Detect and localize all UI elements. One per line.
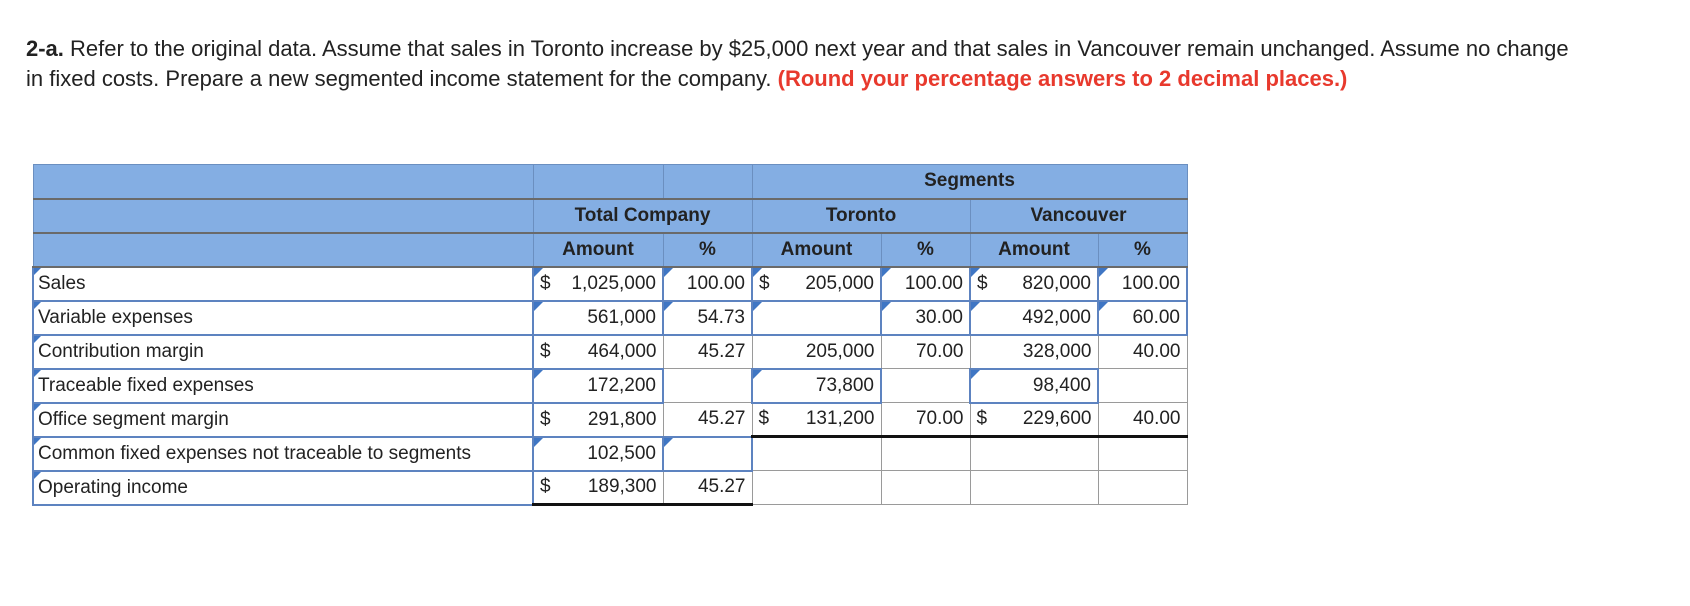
header-blank (663, 165, 752, 199)
vancouver-pct-header: % (1098, 233, 1187, 267)
toronto-amount-header: Amount (752, 233, 881, 267)
header-row-segments (33, 165, 1187, 199)
total-pct-cell (663, 369, 752, 403)
total-pct-cell[interactable] (663, 437, 752, 471)
currency-sign: $ (540, 408, 551, 430)
toronto-pct-header: % (881, 233, 970, 267)
amount-value: 131,200 (805, 408, 875, 430)
question-text: Refer to the original data. Assume that sales in Toronto increase by $25,000 next year and that sales in Vancouver remain unchanged. Assume no change in fixed costs. Prepare a new segmented income statement for the company. (26, 36, 1569, 91)
vancouver-pct-cell[interactable]: 60.00 (1098, 301, 1187, 335)
total-amount-cell[interactable] (533, 301, 663, 335)
table-row-variable-expenses (33, 301, 1187, 335)
empty-cell (881, 437, 970, 471)
total-amount-cell[interactable] (533, 369, 663, 403)
vancouver-pct-cell: 40.00 (1098, 403, 1187, 437)
row-label[interactable]: Common fixed expenses not traceable to segments (33, 437, 533, 471)
amount-value: 561,000 (587, 306, 656, 328)
total-amount-cell (533, 335, 663, 369)
vancouver-amount-cell[interactable] (970, 267, 1098, 301)
vancouver-header: Vancouver (970, 199, 1187, 233)
total-company-header: Total Company (533, 199, 752, 233)
amount-value: 172,200 (587, 374, 656, 396)
table-row-office-segment-margin (33, 403, 1187, 437)
vancouver-pct-cell (1098, 369, 1187, 403)
amount-value: 1,025,000 (571, 272, 656, 294)
toronto-amount-cell[interactable] (752, 369, 881, 403)
vancouver-amount-cell (970, 403, 1098, 437)
amount-value: 328,000 (1022, 340, 1092, 362)
row-label[interactable]: Office segment margin (33, 403, 533, 437)
table-row-traceable-fixed-expenses (33, 369, 1187, 403)
currency-sign: $ (540, 340, 551, 362)
toronto-pct-cell (881, 369, 970, 403)
amount-value: 291,800 (587, 408, 657, 430)
segmented-income-statement (32, 164, 1188, 506)
table-row-sales (33, 267, 1187, 301)
currency-sign: $ (540, 476, 551, 498)
table-row-common-fixed-expenses (33, 437, 1187, 471)
toronto-amount-cell[interactable] (752, 301, 881, 335)
amount-value: 102,500 (587, 442, 656, 464)
total-amount-header: Amount (533, 233, 663, 267)
currency-sign: $ (976, 408, 988, 430)
empty-cell (1098, 471, 1187, 505)
total-amount-cell[interactable] (533, 267, 663, 301)
total-amount-cell[interactable] (533, 437, 663, 471)
empty-cell (752, 437, 881, 471)
toronto-amount-cell (752, 335, 881, 369)
amount-value: 492,000 (1022, 306, 1091, 328)
header-row-columns (33, 233, 1187, 267)
total-amount-cell (533, 403, 663, 437)
total-pct-cell: 45.27 (663, 335, 752, 369)
empty-cell (970, 437, 1098, 471)
amount-value: 820,000 (1022, 272, 1091, 294)
toronto-amount-cell (752, 403, 881, 437)
toronto-pct-cell[interactable]: 100.00 (881, 267, 970, 301)
vancouver-amount-header: Amount (970, 233, 1098, 267)
question-number: 2-a. (26, 36, 64, 61)
vancouver-amount-cell[interactable] (970, 369, 1098, 403)
row-label[interactable]: Sales (33, 267, 533, 301)
table-row-contribution-margin (33, 335, 1187, 369)
header-blank (33, 233, 533, 267)
vancouver-pct-cell[interactable]: 100.00 (1098, 267, 1187, 301)
total-amount-cell (533, 471, 663, 505)
row-label[interactable]: Operating income (33, 471, 533, 505)
toronto-amount-cell[interactable] (752, 267, 881, 301)
total-pct-cell[interactable]: 100.00 (663, 267, 752, 301)
toronto-pct-cell: 70.00 (881, 335, 970, 369)
segments-header: Segments (752, 165, 1187, 199)
currency-sign: $ (758, 408, 770, 430)
amount-value: 229,600 (1022, 408, 1092, 430)
currency-sign: $ (977, 272, 988, 294)
row-label[interactable]: Variable expenses (33, 301, 533, 335)
header-blank (533, 165, 663, 199)
currency-sign: $ (759, 272, 770, 294)
row-label[interactable]: Contribution margin (33, 335, 533, 369)
question-prompt (26, 34, 1586, 94)
amount-value: 205,000 (805, 272, 874, 294)
vancouver-amount-cell[interactable] (970, 301, 1098, 335)
amount-value: 464,000 (587, 340, 657, 362)
empty-cell (970, 471, 1098, 505)
vancouver-pct-cell: 40.00 (1098, 335, 1187, 369)
vancouver-amount-cell (970, 335, 1098, 369)
header-blank (33, 199, 533, 233)
toronto-header: Toronto (752, 199, 970, 233)
total-pct-cell: 45.27 (663, 471, 752, 505)
total-pct-cell: 45.27 (663, 403, 752, 437)
empty-cell (752, 471, 881, 505)
amount-value: 98,400 (1032, 374, 1091, 396)
toronto-pct-cell[interactable]: 30.00 (881, 301, 970, 335)
header-row-groups (33, 199, 1187, 233)
amount-value: 189,300 (587, 476, 657, 498)
empty-cell (1098, 437, 1187, 471)
total-pct-header: % (663, 233, 752, 267)
empty-cell (881, 471, 970, 505)
rounding-hint: (Round your percentage answers to 2 decimal places.) (777, 66, 1348, 91)
amount-value: 73,800 (815, 374, 874, 396)
amount-value: 205,000 (805, 340, 875, 362)
table-row-operating-income (33, 471, 1187, 505)
total-pct-cell[interactable]: 54.73 (663, 301, 752, 335)
row-label[interactable]: Traceable fixed expenses (33, 369, 533, 403)
header-blank (33, 165, 533, 199)
currency-sign: $ (540, 272, 551, 294)
toronto-pct-cell: 70.00 (881, 403, 970, 437)
